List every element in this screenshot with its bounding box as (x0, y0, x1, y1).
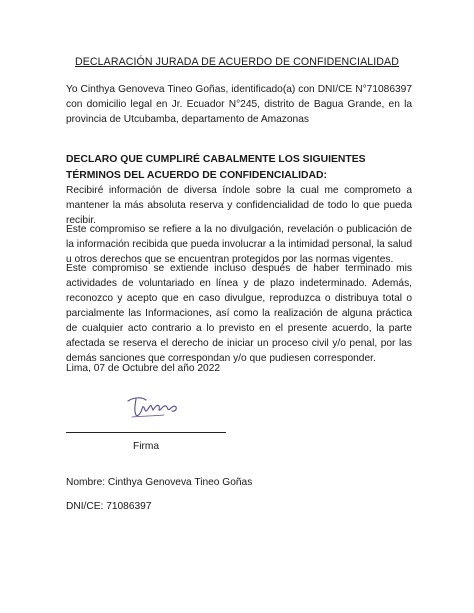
term-paragraph-1: Recibiré información de diversa índole sobre la cual me comprometo a mantener la más absoluta reserva y confidencialidad de todo lo que pueda recibir. (66, 185, 412, 226)
term-paragraph-2: Este compromiso se refiere a la no divulgación, revelación o publicación de la información recibida que pueda involucrar a la intimidad personal, la salud u otros derechos que se encuentran protegidos por las normas vigentes. (66, 224, 412, 265)
term-paragraph-3: Este compromiso se extiende incluso después de haber terminado mis actividades de voluntariado en línea y de plazo indeterminado. Además, reconozco y acepto que en caso divulgue, reproduzca o distribuya total o parcialmente las Informaciones, así como la realización de alguna práctica de cualquier acto contrario a lo previsto en el presente acuerdo, la parte afectada se reserva el derecho de iniciar un proceso civil y/o penal, por las demás sanciones que correspondan y/o que pudiesen corresponder. (66, 263, 412, 364)
signature-label: Firma (132, 441, 160, 452)
signature-line (66, 432, 226, 433)
date-line: Lima, 07 de Octubre del año 2022 (66, 363, 221, 374)
name-line: Nombre: Cinthya Genoveva Tineo Goñas (66, 477, 253, 488)
document-title: DECLARACIÓN JURADA DE ACUERDO DE CONFIDENCIALIDAD (75, 56, 399, 68)
dni-line: DNI/CE: 71086397 (66, 501, 152, 512)
intro-paragraph: Yo Cinthya Genoveva Tineo Goñas, identificado(a) con DNI/CE N°71086397 con domicilio legal en Jr. Ecuador N°245, distrito de Bagua Grande, en la provincia de Utcubamba, departamento de Amazonas (66, 84, 412, 125)
declaration-heading: DECLARO QUE CUMPLIRÉ CABALMENTE LOS SIGUIENTES TÉRMINOS DEL ACUERDO DE CONFIDENCIALIDAD: (66, 154, 366, 181)
handwritten-signature (124, 391, 182, 423)
